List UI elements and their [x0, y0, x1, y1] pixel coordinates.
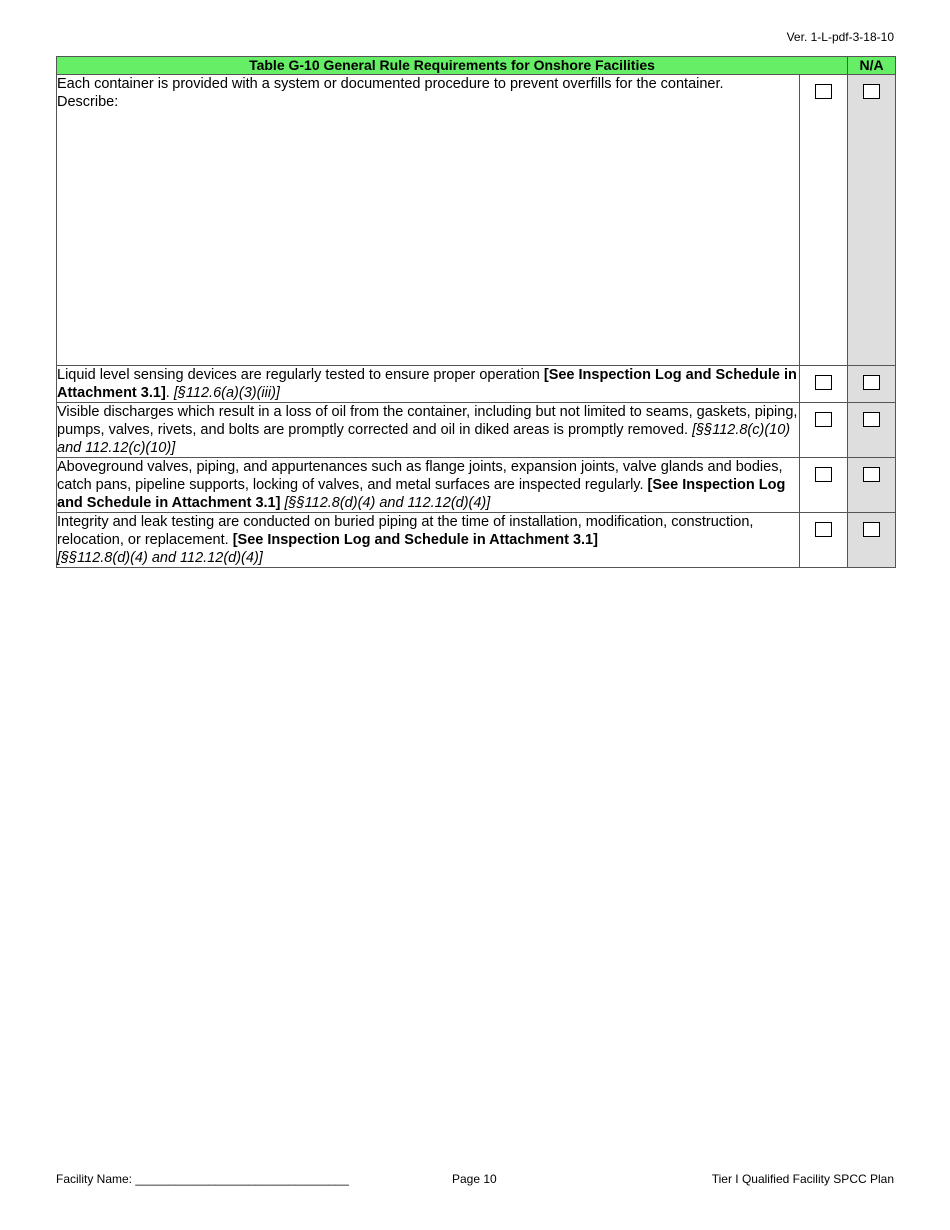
plan-title: Tier I Qualified Facility SPCC Plan	[711, 1172, 894, 1186]
na-checkbox-cell	[848, 366, 896, 403]
requirement-text	[57, 75, 800, 366]
yes-checkbox[interactable]	[815, 522, 832, 537]
checkbox-cell	[800, 403, 848, 458]
yes-checkbox[interactable]	[815, 84, 832, 99]
inspection-log-reference: [See Inspection Log and Schedule in Attachment 3.1]	[232, 532, 598, 548]
checkbox-cell	[800, 75, 848, 366]
na-checkbox[interactable]	[863, 375, 880, 390]
requirement-liquid-level-text: Liquid level sensing devices are regularly tested to ensure proper operation	[57, 367, 544, 383]
describe-label: Describe:	[57, 94, 119, 110]
table-title: Table G-10 General Rule Requirements for Onshore Facilities	[57, 57, 848, 75]
requirement-visible-discharges-text: Visible discharges which result in a loss of oil from the container, including but not limited to seams, gaskets, piping, pumps, valves, rivets, and bolts are promptly corrected and oil in diked areas is promptly removed.	[57, 404, 798, 438]
checkbox-cell	[800, 458, 848, 513]
requirement-buried-piping-text: Integrity and leak testing are conducted on buried piping at the time of installation, modification, construction, relocation, or replacement.	[57, 514, 754, 548]
table-row	[57, 75, 896, 366]
requirement-text	[57, 403, 800, 458]
inspection-log-reference: [See Inspection Log and Schedule in Attachment 3.1]	[57, 367, 797, 401]
page-number: Page 10	[452, 1172, 497, 1186]
yes-checkbox[interactable]	[815, 412, 832, 427]
na-column-header: N/A	[848, 57, 896, 75]
regulation-citation: [§§112.8(d)(4) and 112.12(d)(4)]	[280, 495, 491, 511]
na-checkbox[interactable]	[863, 84, 880, 99]
punctuation: .	[165, 385, 174, 401]
regulation-citation: [§112.6(a)(3)(iii)]	[173, 385, 280, 401]
na-checkbox-cell	[848, 513, 896, 568]
table-row	[57, 513, 896, 568]
na-checkbox-cell	[848, 75, 896, 366]
requirement-text	[57, 458, 800, 513]
checkbox-cell	[800, 513, 848, 568]
general-rule-requirements-table	[56, 56, 896, 568]
table-row	[57, 366, 896, 403]
version-label: Ver. 1-L-pdf-3-18-10	[786, 30, 894, 44]
requirement-text	[57, 513, 800, 568]
requirement-aboveground-valves-text: Aboveground valves, piping, and appurtenances such as flange joints, expansion joints, valve glands and bodies, catch pans, pipeline supports, locking of valves, and metal surfaces are inspected regularly.	[57, 459, 783, 493]
na-checkbox[interactable]	[863, 467, 880, 482]
na-checkbox-cell	[848, 403, 896, 458]
inspection-log-reference: [See Inspection Log and Schedule in Attachment 3.1]	[57, 477, 786, 511]
table-header-row	[57, 57, 896, 75]
facility-name-label: Facility Name: ________________________________	[56, 1172, 349, 1186]
table-row	[57, 458, 896, 513]
na-checkbox[interactable]	[863, 522, 880, 537]
checkbox-cell	[800, 366, 848, 403]
requirement-overfill-text: Each container is provided with a system or documented procedure to prevent overfills for the container.	[57, 76, 724, 92]
regulation-citation: [§§112.8(c)(10) and 112.12(c)(10)]	[57, 422, 791, 456]
requirement-text	[57, 366, 800, 403]
na-checkbox[interactable]	[863, 412, 880, 427]
yes-checkbox[interactable]	[815, 467, 832, 482]
regulation-citation: [§§112.8(d)(4) and 112.12(d)(4)]	[57, 550, 263, 566]
table-row	[57, 403, 896, 458]
na-checkbox-cell	[848, 458, 896, 513]
yes-checkbox[interactable]	[815, 375, 832, 390]
